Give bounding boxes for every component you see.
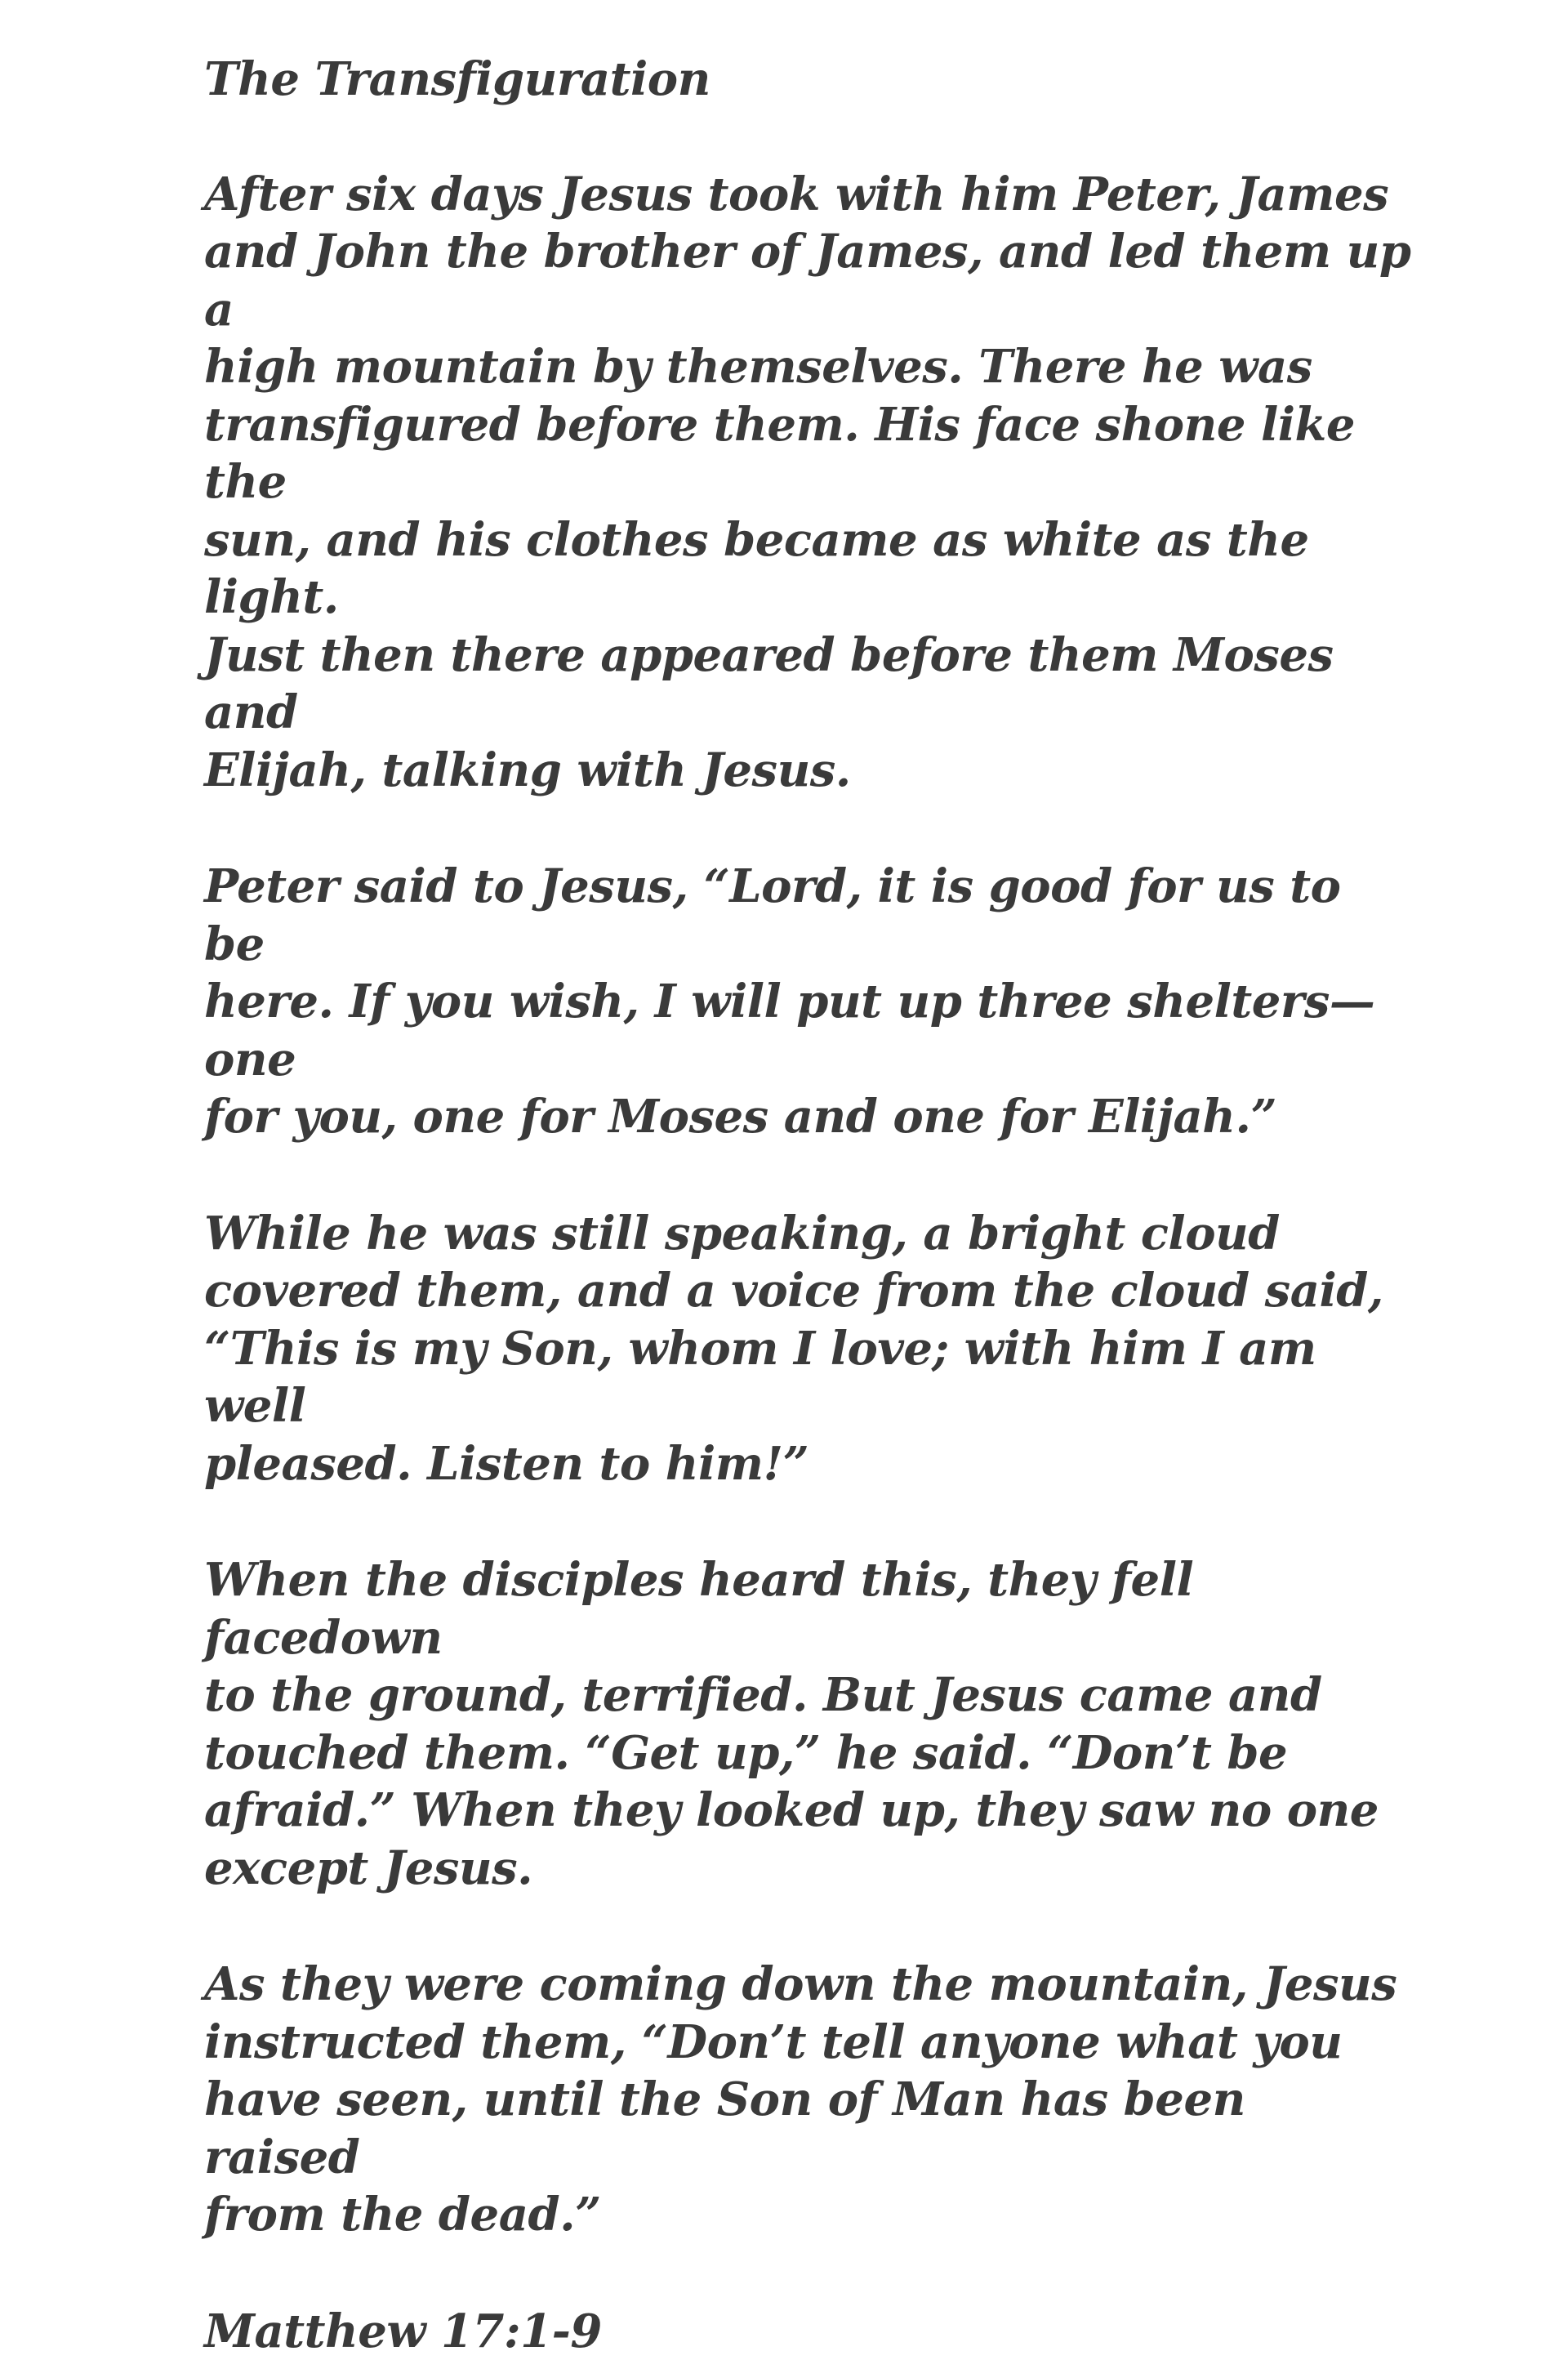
paragraph-5: As they were coming down the mountain, Jesus instructed them, “Don’t tell anyone what you have seen, until the Son of Man has been raised from the dead.” bbox=[204, 1956, 1413, 2244]
paragraph-2: Peter said to Jesus, “Lord, it is good for us to be here. If you wish, I will put up three shelters—one for you, one for Moses and one for Elijah.” bbox=[204, 858, 1413, 1146]
paragraph-1: After six days Jesus took with him Peter, James and John the brother of James, and led them up a high mountain by themselves. There he was transfigured before them. His face shone like the sun, and his clothes became as white as the light. Just then there appeared before them Moses and Elijah, talking with Jesus. bbox=[204, 166, 1413, 800]
scripture-page bbox=[204, 51, 1413, 2360]
page-title: The Transfiguration bbox=[204, 51, 1413, 109]
paragraph-4: When the disciples heard this, they fell facedown to the ground, terrified. But Jesus came and touched them. “Get up,” he said. “Don’t be afraid.” When they looked up, they saw no one except Jesus. bbox=[204, 1551, 1413, 1897]
paragraph-3: While he was still speaking, a bright cloud covered them, and a voice from the cloud said, “This is my Son, whom I love; with him I am well pleased. Listen to him!” bbox=[204, 1205, 1413, 1493]
scripture-reference: Matthew 17:1-9 bbox=[204, 2303, 1413, 2360]
